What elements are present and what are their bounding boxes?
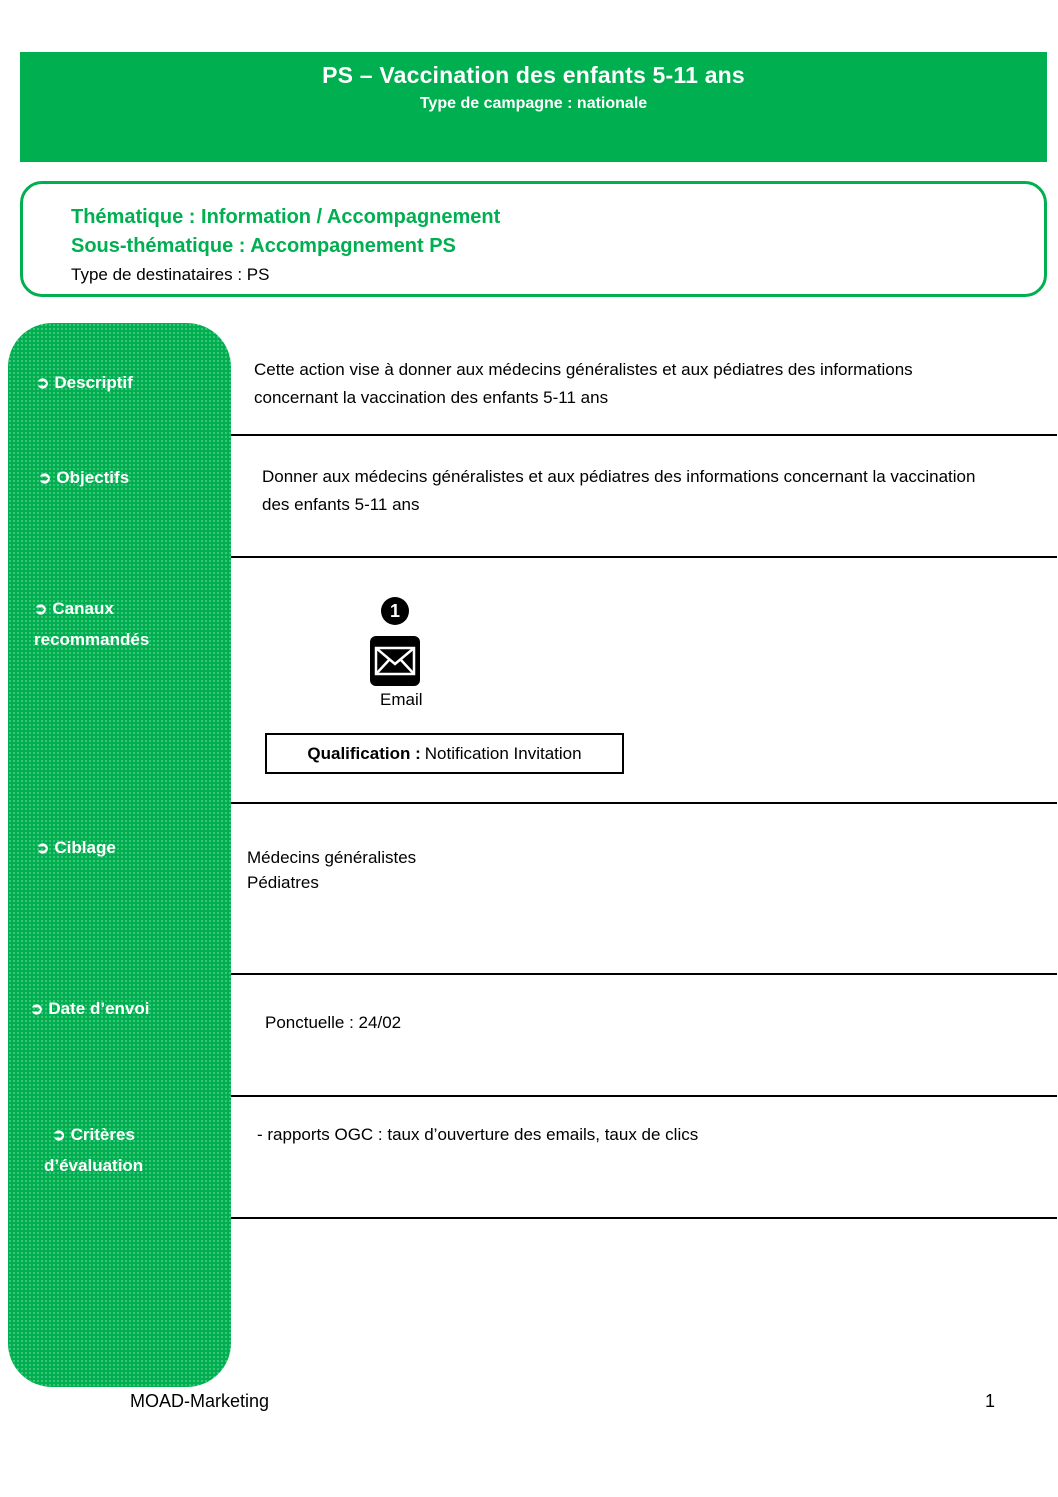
sidebar-label-canaux: ➲ Canaux recommandés <box>34 599 150 649</box>
campaign-type: Type de campagne : nationale <box>419 95 648 112</box>
footer-brand: MOAD-Marketing <box>130 1391 270 1411</box>
sidebar-label-criteres: ➲ Critères d’évaluation <box>44 1125 144 1175</box>
arrow-right-icon: ➲ <box>36 375 50 392</box>
section-divider <box>231 1095 1057 1097</box>
section-divider <box>231 973 1057 975</box>
theme-box <box>20 181 1047 297</box>
criteres-text: - rapports OGC : taux d’ouverture des emails, taux de clics <box>257 1125 699 1144</box>
section-divider <box>231 556 1057 558</box>
campaign-title: PS – Vaccination des enfants 5-11 ans <box>322 62 745 88</box>
ciblage-text: Médecins généralistes Pédiatres <box>247 848 417 892</box>
thematique-label: Thématique : Information / Accompagnement <box>71 206 501 228</box>
arrow-right-icon: ➲ <box>52 1127 66 1144</box>
arrow-right-icon: ➲ <box>34 601 48 618</box>
email-envelope-icon <box>370 636 420 686</box>
page-number: 1 <box>985 1391 996 1411</box>
descriptif-text: Cette action vise à donner aux médecins généralistes et aux pédiatres des informations concernant la vaccination des enfants 5-11 ans <box>254 360 913 407</box>
qualification-label: Qualification : <box>307 743 421 763</box>
channel-name: Email <box>380 690 423 709</box>
arrow-right-icon: ➲ <box>36 840 50 857</box>
section-divider <box>231 1217 1057 1219</box>
arrow-right-icon: ➲ <box>38 470 52 487</box>
campaign-header-banner <box>20 52 1047 162</box>
sidebar-label-objectifs: ➲ Objectifs <box>38 468 130 487</box>
sidebar-label-descriptif: ➲ Descriptif <box>36 373 133 392</box>
objectifs-text: Donner aux médecins généralistes et aux pédiatres des informations concernant la vaccination des enfants 5-11 ans <box>262 467 976 514</box>
sidebar-label-date-envoi: ➲ Date d’envoi <box>30 999 150 1018</box>
destinataires-label: Type de destinataires : PS <box>71 265 270 284</box>
date-envoi-text: Ponctuelle : 24/02 <box>265 1013 402 1032</box>
sous-thematique-label: Sous-thématique : Accompagnement PS <box>71 235 456 257</box>
arrow-right-icon: ➲ <box>30 1001 44 1018</box>
qualification-box <box>265 733 624 774</box>
sidebar-label-ciblage: ➲ Ciblage <box>36 838 116 857</box>
section-divider <box>231 802 1057 804</box>
section-divider <box>231 434 1057 436</box>
qualification-value: Notification Invitation <box>424 743 582 763</box>
channel-number-badge: 1 <box>381 597 409 625</box>
